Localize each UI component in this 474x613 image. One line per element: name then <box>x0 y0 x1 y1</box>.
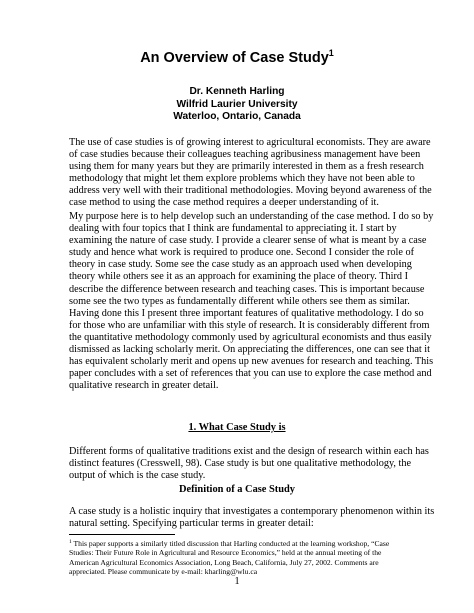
intro-line: of case studies because their colleagues teaching agribusiness management have been <box>69 149 421 161</box>
purpose-line: for those who are unfamiliar with this style of research. It is considerably different from <box>69 319 430 331</box>
purpose-line: dealing with four topics that I think are fundamental to appreciating it. I start by <box>69 223 397 235</box>
definition-line: natural setting. Specifying particular terms in greater detail: <box>69 518 314 530</box>
intro-line: address very well with their traditional methodologies. Moving beyond awareness of the <box>69 185 432 197</box>
page-number: 1 <box>234 576 240 587</box>
footnote-line: American Agricultural Economics Association, Long Beach, California, July 27, 2002. Comments are <box>69 557 379 567</box>
purpose-paragraph <box>69 211 434 392</box>
section1-line: output of which is the case study. <box>69 470 206 482</box>
author-location: Waterloo, Ontario, Canada <box>173 111 301 122</box>
purpose-line: describe the difference between research and teaching cases. This is important because <box>69 283 425 295</box>
footnote-line <box>69 539 414 548</box>
title-footnote-mark: 1 <box>328 48 334 58</box>
purpose-line: study and hence what work is required to produce one. Second I consider the role of <box>69 247 414 259</box>
purpose-line: Having done this I present three important features of qualitative methodology. I do so <box>69 307 424 319</box>
footnote-mark: 1 <box>69 539 72 545</box>
definition-paragraph <box>69 506 435 530</box>
intro-line: methodology that might let them explore problems which they have not been able to <box>69 173 415 185</box>
purpose-line: theory while others see it as an approach for examining the place of theory. Third I <box>69 271 408 283</box>
author-name: Dr. Kenneth Harling <box>189 86 285 97</box>
subheading-definition: Definition of a Case Study <box>178 484 296 495</box>
footnote-separator <box>69 534 175 535</box>
author-block <box>0 86 474 124</box>
purpose-line: paper concludes with a set of references that you can use to explore the case method and <box>69 368 432 380</box>
purpose-line: some see the two types as fundamentally different while others see them as similar. <box>69 295 410 307</box>
intro-line: case method to using the case method requires a deeper understanding of it. <box>69 197 379 209</box>
section1-line: Different forms of qualitative traditions exist and the design of research within each has <box>69 446 429 457</box>
intro-line: The use of case studies is of growing interest to agricultural economists. They are aware <box>69 137 431 148</box>
intro-paragraph <box>69 137 432 210</box>
purpose-line: theory in case study. Some see the case study as an approach used when developing <box>69 259 412 271</box>
section1-line: distinct features (Cresswell, 98). Case study is but one qualitative methodology, the <box>69 458 412 470</box>
purpose-line: qualitative research in greater detail. <box>69 380 219 392</box>
purpose-line: dismissed as lacking scholarly merit. On appreciating the differences, one can see that it <box>69 344 431 356</box>
intro-line: using them for many years but they are primarily interested in them as a fresh research <box>69 161 424 173</box>
footnote-line: appreciated. Please communicate by e-mail: kharling@wlu.ca <box>69 567 258 577</box>
purpose-line: My purpose here is to help develop such an understanding of the case method. I do so by <box>69 211 434 222</box>
definition-line: A case study is a holistic inquiry that investigates a contemporary phenomenon within its <box>69 506 435 517</box>
paper-title-text: An Overview of Case Study <box>140 50 329 66</box>
footnote-line: Studies: Their Future Role in Agricultural and Resource Economics,” held at the annual meeting of the <box>69 548 382 558</box>
purpose-line: examining the nature of case study. I provide a clearer sense of what is meant by a case <box>69 235 427 247</box>
section-heading-what-case-study-is <box>0 422 474 434</box>
purpose-line: the quantitative methodology commonly used by agricultural economists and thus easily <box>69 331 432 343</box>
paper-title <box>0 49 474 67</box>
author-institution: Wilfrid Laurier University <box>176 98 298 110</box>
footnote <box>69 539 414 577</box>
section1-paragraph <box>69 446 429 482</box>
section-heading-text: 1. What Case Study is <box>188 422 286 433</box>
purpose-line: has equivalent scholarly merit and opens up new avenues for research and teaching. This <box>69 356 434 368</box>
footnote-line-text: This paper supports a similarly titled discussion that Harling conducted at the learning workshop, “Case <box>71 539 390 548</box>
